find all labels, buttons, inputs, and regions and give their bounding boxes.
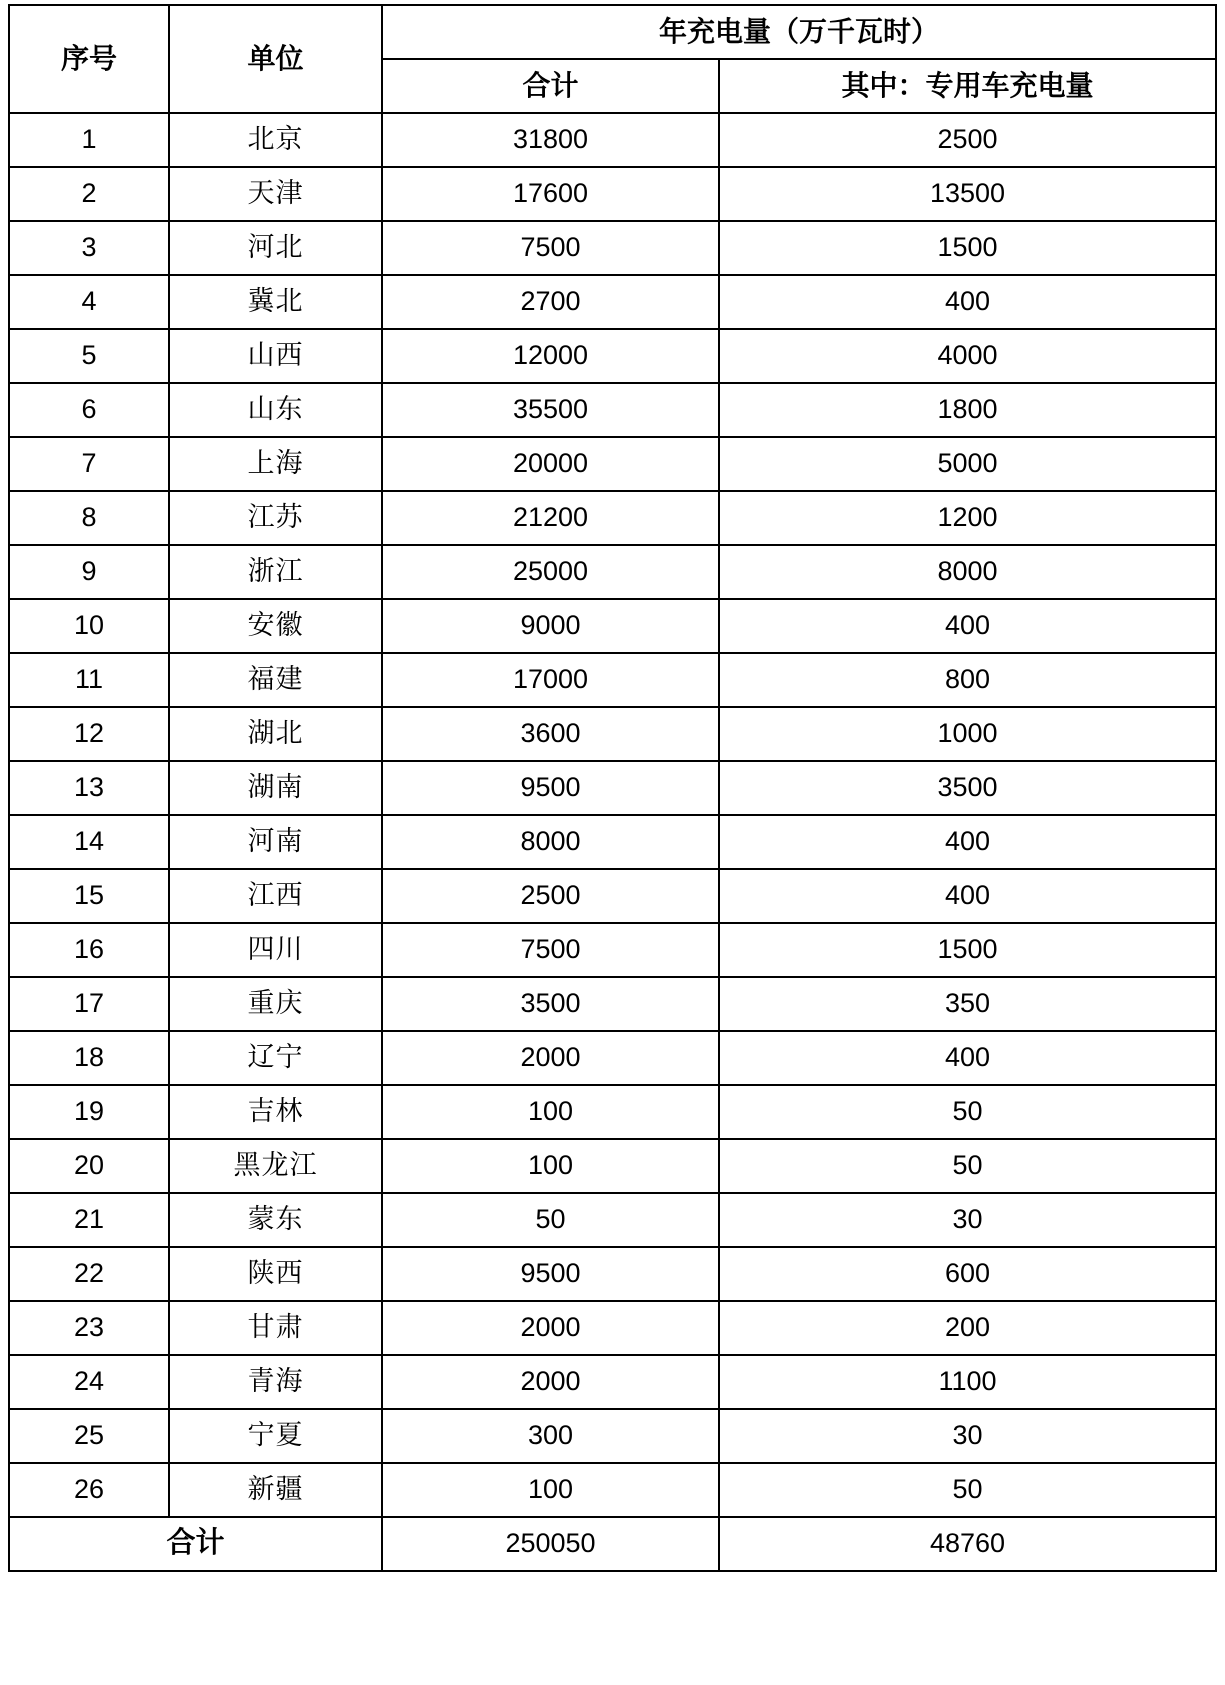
cell-total: 31800 [382, 113, 719, 167]
cell-unit: 蒙东 [169, 1193, 382, 1247]
cell-unit: 浙江 [169, 545, 382, 599]
cell-unit: 陕西 [169, 1247, 382, 1301]
table-row [9, 869, 1216, 923]
table-row [9, 167, 1216, 221]
table-row [9, 761, 1216, 815]
table-row [9, 653, 1216, 707]
cell-special: 350 [719, 977, 1216, 1031]
cell-special: 3500 [719, 761, 1216, 815]
cell-special: 200 [719, 1301, 1216, 1355]
cell-special: 8000 [719, 545, 1216, 599]
cell-total-sum: 250050 [382, 1517, 719, 1571]
column-header-index: 序号 [9, 5, 169, 113]
cell-total: 2700 [382, 275, 719, 329]
cell-unit: 河南 [169, 815, 382, 869]
cell-total: 17000 [382, 653, 719, 707]
cell-total: 9000 [382, 599, 719, 653]
cell-total: 100 [382, 1463, 719, 1517]
cell-special: 1500 [719, 221, 1216, 275]
cell-unit: 河北 [169, 221, 382, 275]
cell-unit: 上海 [169, 437, 382, 491]
cell-total: 300 [382, 1409, 719, 1463]
table-row [9, 1301, 1216, 1355]
table-row [9, 491, 1216, 545]
cell-index: 10 [9, 599, 169, 653]
cell-index: 5 [9, 329, 169, 383]
cell-unit: 湖北 [169, 707, 382, 761]
cell-special: 50 [719, 1139, 1216, 1193]
column-header-total: 合计 [382, 59, 719, 113]
cell-index: 15 [9, 869, 169, 923]
cell-unit: 天津 [169, 167, 382, 221]
cell-total: 35500 [382, 383, 719, 437]
cell-unit: 江西 [169, 869, 382, 923]
cell-index: 1 [9, 113, 169, 167]
table-row [9, 977, 1216, 1031]
table-row [9, 923, 1216, 977]
cell-unit: 宁夏 [169, 1409, 382, 1463]
cell-index: 17 [9, 977, 169, 1031]
cell-index: 24 [9, 1355, 169, 1409]
cell-special: 30 [719, 1193, 1216, 1247]
table-row [9, 1463, 1216, 1517]
column-header-unit: 单位 [169, 5, 382, 113]
table-row [9, 221, 1216, 275]
cell-index: 4 [9, 275, 169, 329]
cell-index: 9 [9, 545, 169, 599]
cell-index: 7 [9, 437, 169, 491]
cell-special: 400 [719, 275, 1216, 329]
cell-special: 400 [719, 869, 1216, 923]
cell-total-label: 合计 [9, 1517, 382, 1571]
cell-special: 600 [719, 1247, 1216, 1301]
cell-total: 17600 [382, 167, 719, 221]
table-row [9, 275, 1216, 329]
cell-index: 13 [9, 761, 169, 815]
cell-index: 16 [9, 923, 169, 977]
cell-index: 20 [9, 1139, 169, 1193]
cell-special: 1500 [719, 923, 1216, 977]
cell-unit: 冀北 [169, 275, 382, 329]
cell-special: 30 [719, 1409, 1216, 1463]
cell-total: 2000 [382, 1031, 719, 1085]
cell-index: 8 [9, 491, 169, 545]
cell-unit: 江苏 [169, 491, 382, 545]
cell-index: 3 [9, 221, 169, 275]
table-row [9, 1355, 1216, 1409]
cell-unit: 新疆 [169, 1463, 382, 1517]
cell-index: 11 [9, 653, 169, 707]
cell-unit: 四川 [169, 923, 382, 977]
cell-total: 7500 [382, 221, 719, 275]
cell-index: 12 [9, 707, 169, 761]
cell-special: 5000 [719, 437, 1216, 491]
cell-special: 400 [719, 599, 1216, 653]
table-row [9, 113, 1216, 167]
table-row [9, 545, 1216, 599]
cell-unit: 山西 [169, 329, 382, 383]
cell-special: 800 [719, 653, 1216, 707]
table-row [9, 383, 1216, 437]
cell-special: 400 [719, 815, 1216, 869]
cell-special: 1200 [719, 491, 1216, 545]
table-row [9, 599, 1216, 653]
cell-index: 2 [9, 167, 169, 221]
table-row [9, 815, 1216, 869]
cell-total: 21200 [382, 491, 719, 545]
cell-special: 1000 [719, 707, 1216, 761]
cell-unit: 黑龙江 [169, 1139, 382, 1193]
cell-total: 2500 [382, 869, 719, 923]
cell-index: 23 [9, 1301, 169, 1355]
cell-total: 12000 [382, 329, 719, 383]
cell-total: 8000 [382, 815, 719, 869]
cell-special: 400 [719, 1031, 1216, 1085]
cell-unit: 辽宁 [169, 1031, 382, 1085]
cell-index: 14 [9, 815, 169, 869]
table-total-row [9, 1517, 1216, 1571]
table-row [9, 1139, 1216, 1193]
cell-total: 100 [382, 1085, 719, 1139]
cell-special: 4000 [719, 329, 1216, 383]
cell-total: 20000 [382, 437, 719, 491]
table-row [9, 437, 1216, 491]
cell-special: 1100 [719, 1355, 1216, 1409]
table-row [9, 1409, 1216, 1463]
cell-special: 50 [719, 1463, 1216, 1517]
table-row [9, 1031, 1216, 1085]
cell-total: 2000 [382, 1355, 719, 1409]
cell-unit: 山东 [169, 383, 382, 437]
cell-unit: 北京 [169, 113, 382, 167]
table-header-row-1 [9, 5, 1216, 59]
table-row [9, 1247, 1216, 1301]
table-row [9, 1085, 1216, 1139]
table-body [9, 113, 1216, 1571]
cell-total: 25000 [382, 545, 719, 599]
table-header [9, 5, 1216, 113]
cell-index: 19 [9, 1085, 169, 1139]
cell-index: 26 [9, 1463, 169, 1517]
cell-special: 50 [719, 1085, 1216, 1139]
cell-total: 9500 [382, 761, 719, 815]
cell-unit: 重庆 [169, 977, 382, 1031]
cell-special: 2500 [719, 113, 1216, 167]
cell-unit: 青海 [169, 1355, 382, 1409]
cell-index: 25 [9, 1409, 169, 1463]
cell-total: 3500 [382, 977, 719, 1031]
cell-index: 22 [9, 1247, 169, 1301]
cell-special-sum: 48760 [719, 1517, 1216, 1571]
cell-unit: 吉林 [169, 1085, 382, 1139]
cell-index: 6 [9, 383, 169, 437]
cell-total: 100 [382, 1139, 719, 1193]
column-header-special: 其中：专用车充电量 [719, 59, 1216, 113]
cell-total: 3600 [382, 707, 719, 761]
cell-unit: 湖南 [169, 761, 382, 815]
cell-total: 50 [382, 1193, 719, 1247]
cell-special: 1800 [719, 383, 1216, 437]
column-header-group: 年充电量（万千瓦时） [382, 5, 1216, 59]
table-row [9, 1193, 1216, 1247]
cell-index: 18 [9, 1031, 169, 1085]
cell-unit: 福建 [169, 653, 382, 707]
cell-special: 13500 [719, 167, 1216, 221]
table-row [9, 707, 1216, 761]
table-row [9, 329, 1216, 383]
cell-unit: 甘肃 [169, 1301, 382, 1355]
cell-total: 2000 [382, 1301, 719, 1355]
cell-total: 9500 [382, 1247, 719, 1301]
cell-index: 21 [9, 1193, 169, 1247]
cell-total: 7500 [382, 923, 719, 977]
cell-unit: 安徽 [169, 599, 382, 653]
annual-charging-volume-table [8, 4, 1217, 1572]
